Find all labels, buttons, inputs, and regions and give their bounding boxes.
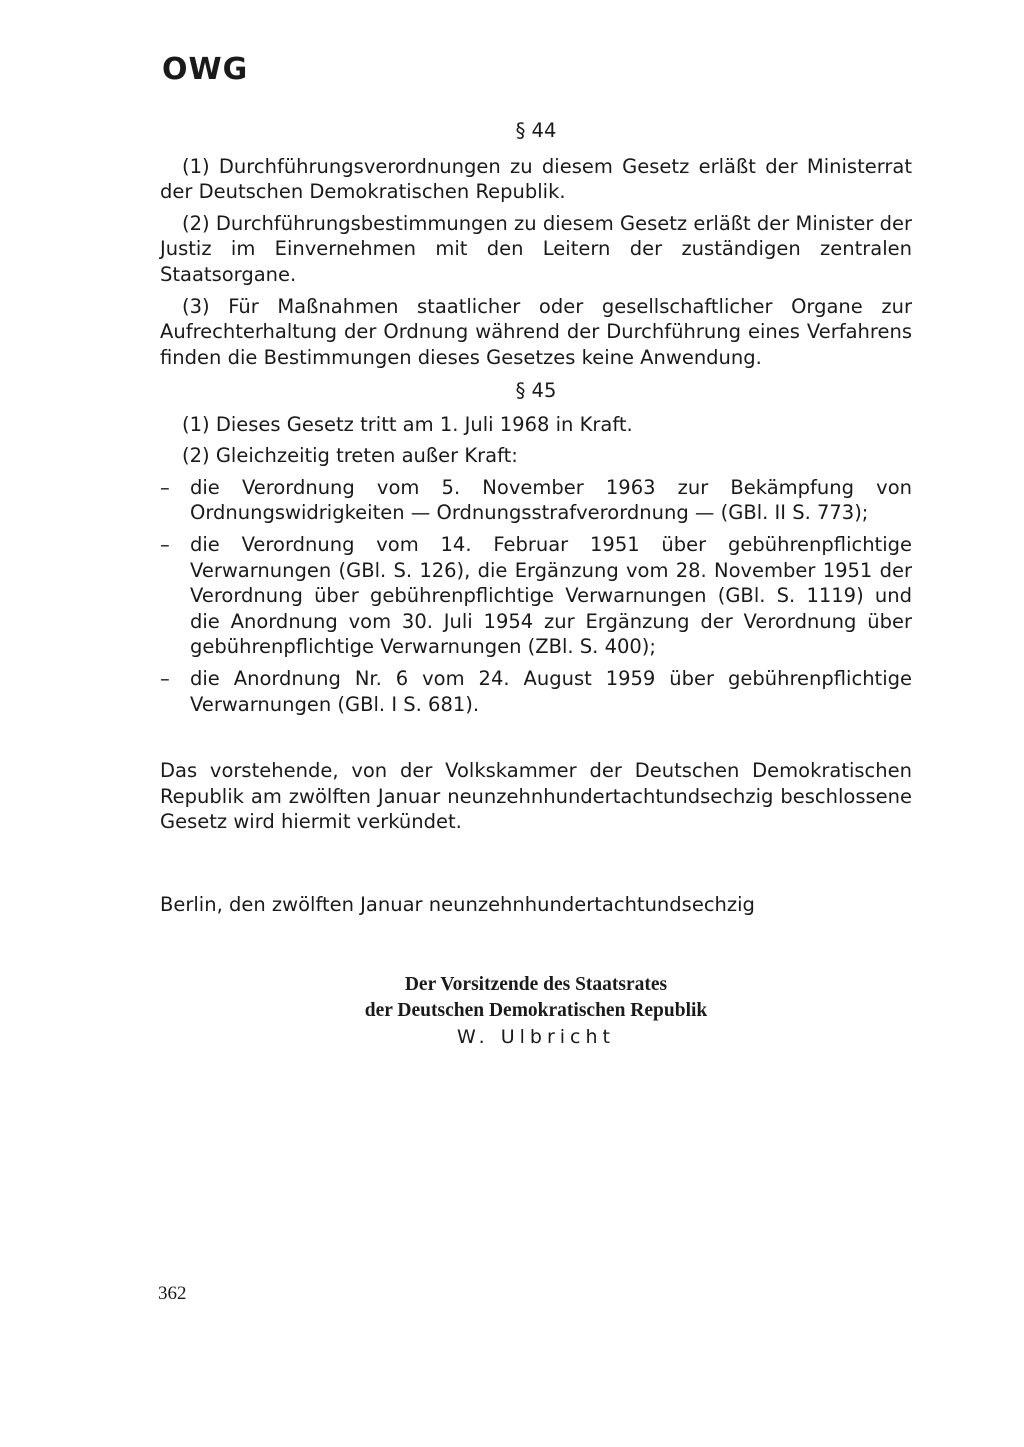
place-date: Berlin, den zwölften Januar neunzehnhundertachtundsechzig xyxy=(160,893,755,916)
list-item-text: die Verordnung vom 14. Februar 1951 über gebührenpflichtige Verwarnungen (GBl. S. 126), die Ergänzung vom 28. November 1951 der Verordnung über gebührenpflichtige Verwarnungen (GBl. S. 1119) und die Anordnung vom 30. Juli 1954 zur Ergänzung der Verordnung über gebührenpflichtige Verwarnungen (ZBl. S. 400); xyxy=(190,532,912,659)
paragraph: (3) Für Maßnahmen staatlicher oder gesellschaftlicher Organe zur Aufrechterhaltung der Ordnung während der Durchführung eines Verfahrens finden die Bestimmungen dieses Gesetzes keine Anwendung. xyxy=(160,294,912,369)
section-45 xyxy=(160,378,912,717)
running-header: OWG xyxy=(162,52,249,87)
section-44 xyxy=(160,118,912,370)
list-item-text: die Verordnung vom 5. November 1963 zur Bekämpfung von Ordnungswidrigkeiten — Ordnungsstrafverordnung — (GBl. II S. 773); xyxy=(190,475,912,525)
list-item xyxy=(160,475,912,526)
dash-bullet: – xyxy=(160,475,170,499)
signature-title: Der Vorsitzende des Staatsrates xyxy=(404,974,668,995)
section-heading: § 44 xyxy=(515,119,557,142)
page-number: 362 xyxy=(158,1283,187,1304)
list-item xyxy=(160,532,912,660)
signature-block xyxy=(160,972,912,1050)
dash-bullet: – xyxy=(160,532,170,556)
promulgation-text: Das vorstehende, von der Volkskammer der Deutschen Demokratischen Republik am zwölften Januar neunzehnhundertachtundsechzig beschlossene Gesetz wird hiermit verkündet. xyxy=(160,759,912,834)
dash-bullet: – xyxy=(160,666,170,690)
paragraph: (1) Dieses Gesetz tritt am 1. Juli 1968 in Kraft. xyxy=(182,412,633,436)
signature-office: der Deutschen Demokratischen Republik xyxy=(364,1000,708,1021)
list-item xyxy=(160,666,912,717)
section-heading: § 45 xyxy=(515,379,557,402)
paragraph: (2) Gleichzeitig treten außer Kraft: xyxy=(182,444,518,468)
paragraph: (1) Durchführungsverordnungen zu diesem Gesetz erläßt der Ministerrat der Deutschen Demokratischen Republik. xyxy=(160,154,912,204)
signatory-name: W. Ulbricht xyxy=(457,1026,615,1048)
paragraph: (2) Durchführungsbestimmungen zu diesem Gesetz erläßt der Minister der Justiz im Einvernehmen mit den Leitern der zuständigen zentralen Staatsorgane. xyxy=(160,211,912,286)
list-item-text: die Anordnung Nr. 6 vom 24. August 1959 über gebührenpflichtige Verwarnungen (GBl. I S. 681). xyxy=(190,666,912,716)
